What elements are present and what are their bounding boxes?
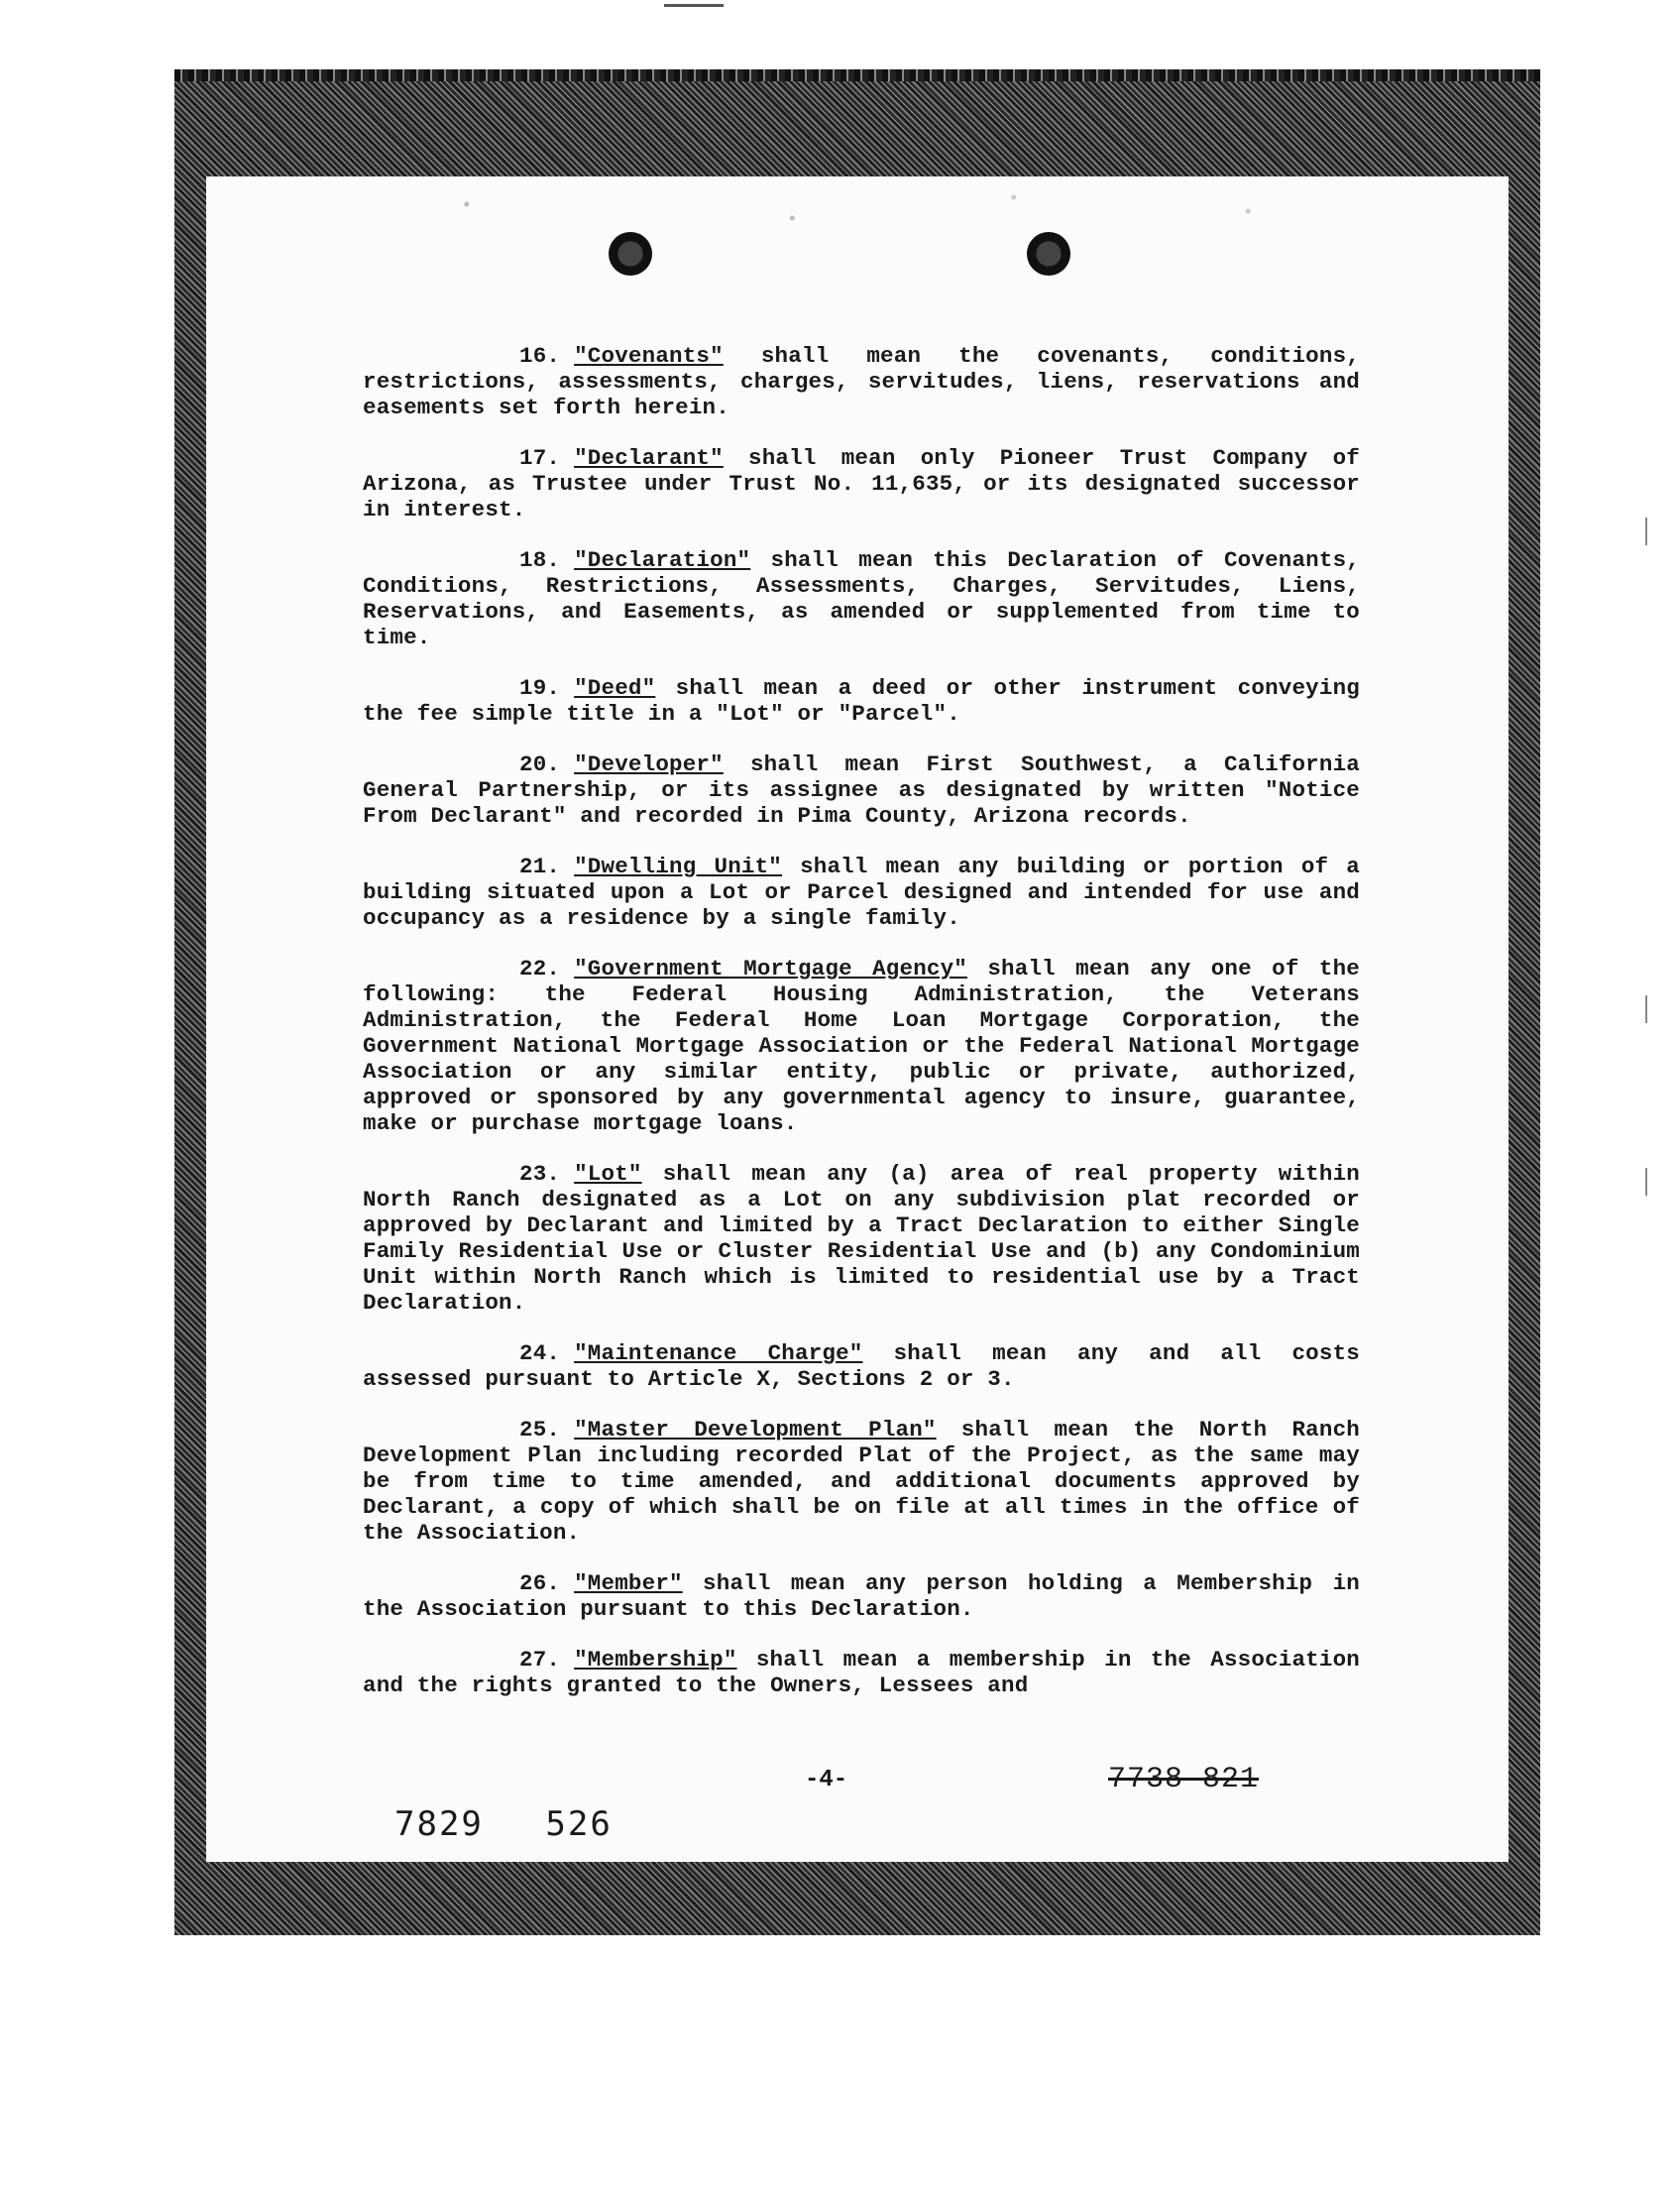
definition-term: "Master Development Plan" xyxy=(574,1417,937,1443)
scan-border-top xyxy=(174,69,1540,81)
definitions-body xyxy=(363,343,1360,1723)
definition-paragraph xyxy=(363,854,1360,931)
definition-number: 25. xyxy=(519,1417,561,1443)
definition-paragraph xyxy=(363,1161,1360,1316)
definition-paragraph xyxy=(363,343,1360,420)
definition-body: shall mean the North Ranch Development Plan including recorded Plat of the Project, as the same may be from time to time amended, and additional documents approved by Declarant, a copy of which shall be on file at all times in the office of the Association. xyxy=(363,1417,1360,1546)
definition-term: "Covenants" xyxy=(574,343,724,369)
definition-term: "Government Mortgage Agency" xyxy=(574,956,968,981)
definition-body: shall mean only Pioneer Trust Company of Arizona, as Trustee under Trust No. 11,635, or its designated successor in interest. xyxy=(363,445,1360,522)
definition-number: 20. xyxy=(519,751,561,777)
definition-number: 17. xyxy=(519,445,561,471)
definition-term: "Member" xyxy=(574,1570,683,1596)
definition-body: shall mean any person holding a Membership in the Association pursuant to this Declaration. xyxy=(363,1570,1360,1622)
definition-paragraph xyxy=(363,1570,1360,1622)
definition-paragraph xyxy=(363,547,1360,650)
definition-term: "Declarant" xyxy=(574,445,724,471)
definition-body: shall mean First Southwest, a California General Partnership, or its assignee as designated by written "Notice From Declarant" and recorded in Pima County, Arizona records. xyxy=(363,751,1360,829)
docket-page: 526 xyxy=(545,1804,613,1844)
recording-reference xyxy=(394,1804,613,1844)
definition-number: 26. xyxy=(519,1570,561,1596)
definition-number: 23. xyxy=(519,1161,561,1187)
punch-hole-right xyxy=(1027,232,1070,276)
definition-paragraph xyxy=(363,675,1360,727)
definition-body: shall mean a deed or other instrument conveying the fee simple title in a "Lot" or "Parcel". xyxy=(363,675,1360,727)
definition-term: "Dwelling Unit" xyxy=(574,854,783,879)
definition-term: "Developer" xyxy=(574,751,724,777)
punch-hole-left xyxy=(609,232,652,276)
scan-artifact xyxy=(664,4,724,7)
definition-number: 19. xyxy=(519,675,561,701)
definition-number: 16. xyxy=(519,343,561,369)
definition-number: 24. xyxy=(519,1340,561,1366)
definition-paragraph xyxy=(363,445,1360,522)
definition-body: shall mean any one of the following: the Federal Housing Administration, the Veterans Administration, the Federal Home Loan Mortgage Corporation, the Government National Mortgage Association or the Federal National Mortgage Association or any similar entity, public or private, authorized, approved or sponsored by any governmental agency to insure, guarantee, make or purchase mortgage loans. xyxy=(363,956,1360,1136)
definition-paragraph xyxy=(363,1647,1360,1698)
definition-number: 21. xyxy=(519,854,561,879)
page-number: -4- xyxy=(805,1767,848,1793)
definition-term: "Deed" xyxy=(574,675,656,701)
definition-paragraph xyxy=(363,956,1360,1136)
definition-body: shall mean any and all costs assessed pursuant to Article X, Sections 2 or 3. xyxy=(363,1340,1360,1392)
struck-docket-number: 7738 821 xyxy=(1108,1763,1260,1796)
definition-body: shall mean this Declaration of Covenants, Conditions, Restrictions, Assessments, Charges, Servitudes, Liens, Reservations, and Easements, as amended or supplemented from time to time. xyxy=(363,547,1360,650)
definition-term: "Declaration" xyxy=(574,547,751,573)
definition-body: shall mean any building or portion of a building situated upon a Lot or Parcel designed and intended for use and occupancy as a residence by a single family. xyxy=(363,854,1360,931)
scan-speckle xyxy=(206,176,1509,246)
definition-term: "Maintenance Charge" xyxy=(574,1340,863,1366)
definition-term: "Membership" xyxy=(574,1647,737,1673)
margin-mark xyxy=(1645,1168,1647,1196)
margin-mark xyxy=(1645,995,1647,1023)
definition-paragraph xyxy=(363,751,1360,829)
definition-paragraph xyxy=(363,1417,1360,1546)
definition-body: shall mean any (a) area of real property within North Ranch designated as a Lot on any subdivision plat recorded or approved by Declarant and limited by a Tract Declaration to either Single Family Residential Use or Cluster Residential Use and (b) any Condominium Unit within North Ranch which is limited to residential use by a Tract Declaration. xyxy=(363,1161,1360,1316)
docket-number: 7829 xyxy=(394,1804,484,1844)
definition-body: shall mean the covenants, conditions, restrictions, assessments, charges, servitudes, liens, reservations and easements set forth herein. xyxy=(363,343,1360,420)
definition-term: "Lot" xyxy=(574,1161,642,1187)
definition-number: 22. xyxy=(519,956,561,981)
definition-number: 18. xyxy=(519,547,561,573)
definition-body: shall mean a membership in the Association and the rights granted to the Owners, Lessees and xyxy=(363,1647,1360,1698)
definition-number: 27. xyxy=(519,1647,561,1673)
margin-mark xyxy=(1645,518,1647,545)
definition-paragraph xyxy=(363,1340,1360,1392)
